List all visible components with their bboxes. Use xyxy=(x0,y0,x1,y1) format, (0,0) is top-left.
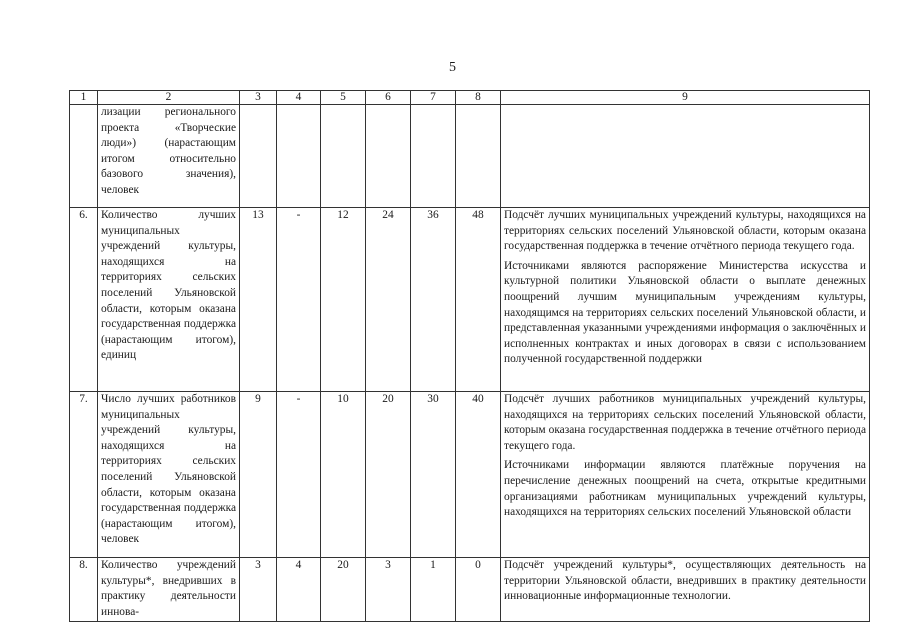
table-row xyxy=(70,208,870,392)
value-cell: 48 xyxy=(456,208,501,392)
value-cell: - xyxy=(277,392,321,558)
value-cell: 12 xyxy=(321,208,366,392)
table-header-row xyxy=(70,91,870,105)
column-header: 6 xyxy=(366,91,411,105)
methodology-paragraph: Подсчёт лучших работников муниципальных учреждений культуры, находящихся на территориях сельских поселений Ульяновской области, которым оказана государственная поддержка в течение отчётного периода текущего года. xyxy=(504,393,866,452)
row-number: 8. xyxy=(70,558,98,622)
value-cell xyxy=(321,105,366,208)
value-cell: 36 xyxy=(411,208,456,392)
value-cell xyxy=(411,105,456,208)
column-header: 7 xyxy=(411,91,456,105)
value-cell: 40 xyxy=(456,392,501,558)
table-row xyxy=(70,558,870,622)
row-number xyxy=(70,105,98,208)
value-cell: 3 xyxy=(366,558,411,622)
table-row xyxy=(70,392,870,558)
indicator-name: Число лучших работников муниципальных учреждений культуры, находящихся на территориях сельских поселений Ульяновской области, которым оказана государственная поддержка (нарастающим итогом), человек xyxy=(98,392,240,558)
column-header: 8 xyxy=(456,91,501,105)
indicator-name: Количество лучших муниципальных учреждений культуры, находящихся на территориях сельских поселений Ульяновской области, которым оказана государственная поддержка (нарастающим итогом), единиц xyxy=(98,208,240,392)
methodology-paragraph: Источниками информации являются платёжные поручения на перечисление денежных поощрений на счета, открытые кредитными организациями работникам муниципальных учреждений культуры, находящихся на территориях сельских поселений Ульяновской области xyxy=(504,459,866,519)
value-cell: 30 xyxy=(411,392,456,558)
value-cell: 20 xyxy=(366,392,411,558)
value-cell: 24 xyxy=(366,208,411,392)
value-cell: 4 xyxy=(277,558,321,622)
page-number: 5 xyxy=(449,60,456,75)
value-cell xyxy=(456,105,501,208)
indicators-table xyxy=(69,90,870,622)
methodology-cell xyxy=(501,208,870,392)
methodology-paragraph: Подсчёт лучших муниципальных учреждений культуры, находящихся на территориях сельских поселений Ульяновской области, которым оказана государственная поддержка в течение отчётного периода текущего года. xyxy=(504,209,866,253)
row-number: 6. xyxy=(70,208,98,392)
methodology-cell xyxy=(501,392,870,558)
indicator-name: Количество учреждений культуры*, внедривших в практику деятельности иннова- xyxy=(98,558,240,622)
column-header: 1 xyxy=(70,91,98,105)
value-cell xyxy=(240,105,277,208)
methodology-paragraph: Подсчёт учреждений культуры*, осуществляющих деятельность на территории Ульяновской области, внедривших в практику деятельности инновационные информационные технологии. xyxy=(504,559,866,603)
methodology-cell xyxy=(501,558,870,622)
value-cell: 3 xyxy=(240,558,277,622)
value-cell xyxy=(366,105,411,208)
value-cell: 10 xyxy=(321,392,366,558)
value-cell: 1 xyxy=(411,558,456,622)
column-header: 2 xyxy=(98,91,240,105)
table-row xyxy=(70,105,870,208)
methodology-cell xyxy=(501,105,870,208)
value-cell: 20 xyxy=(321,558,366,622)
value-cell xyxy=(277,105,321,208)
value-cell: 13 xyxy=(240,208,277,392)
value-cell: - xyxy=(277,208,321,392)
column-header: 9 xyxy=(501,91,870,105)
indicator-name: лизации регионального проекта «Творческие люди») (нарастающим итогом относительно базового значения), человек xyxy=(98,105,240,208)
row-number: 7. xyxy=(70,392,98,558)
column-header: 4 xyxy=(277,91,321,105)
column-header: 5 xyxy=(321,91,366,105)
methodology-paragraph: Источниками являются распоряжение Министерства искусства и культурной политики Ульяновской области о выплате денежных поощрений лучшим муниципальным учреждениям культуры, находящимся на территориях сельских поселений Ульяновской области, и представленная указанными учреждениями информация о заключённых и исполненных контрактах и иных договорах в связи с использованием полученной государственной поддержки xyxy=(504,259,866,366)
column-header: 3 xyxy=(240,91,277,105)
value-cell: 9 xyxy=(240,392,277,558)
value-cell: 0 xyxy=(456,558,501,622)
